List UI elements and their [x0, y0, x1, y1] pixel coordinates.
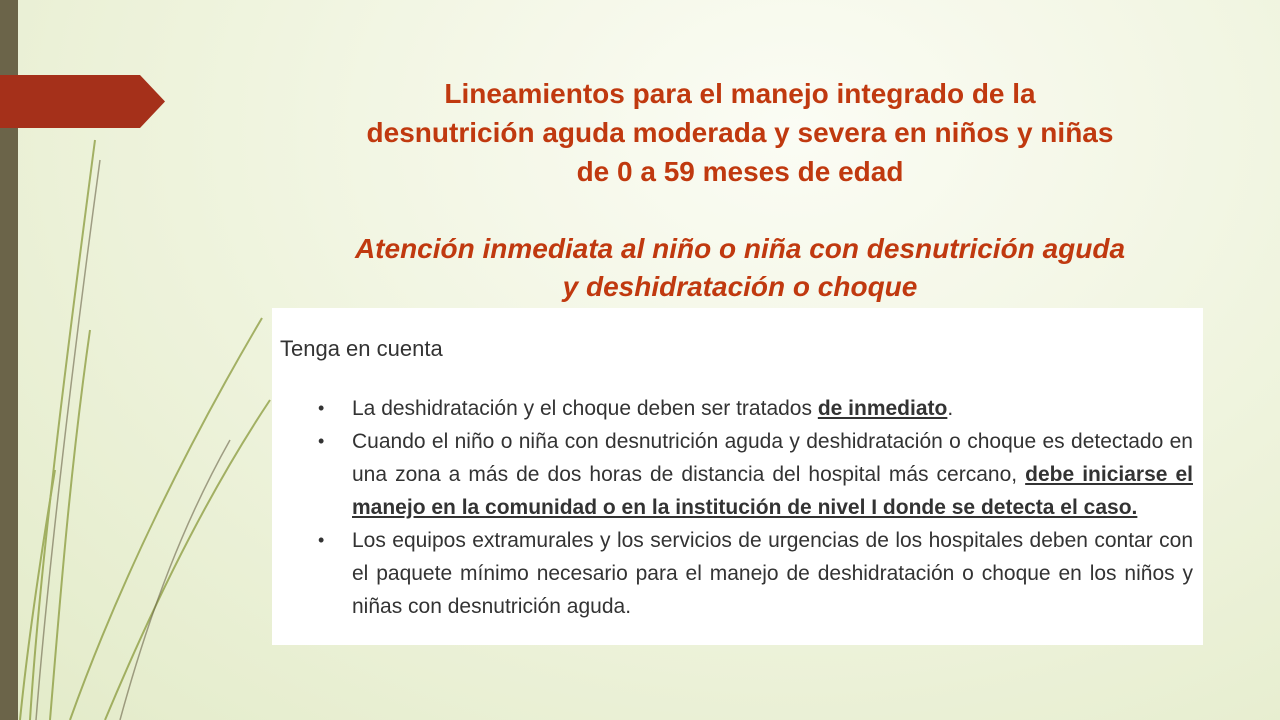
note-image-box — [272, 308, 1203, 645]
subtitle-line: Atención inmediata al niño o niña con desnutrición aguda — [354, 233, 1126, 264]
item-text: Los equipos extramurales y los servicios de urgencias de los hospitales deben contar con el paquete mínimo necesario para el manejo de deshidratación o choque en los niños y niñas con desnutrición aguda. — [352, 529, 1193, 618]
list-item — [280, 392, 1193, 425]
subtitle-line: y deshidratación o choque — [562, 271, 918, 302]
bullet-icon: • — [318, 530, 325, 550]
list-item — [280, 425, 1193, 524]
title-line: de 0 a 59 meses de edad — [576, 156, 904, 187]
item-text: La deshidratación y el choque deben ser tratados — [352, 397, 818, 420]
title-line: Lineamientos para el manejo integrado de la — [444, 78, 1036, 109]
slide-subtitle — [240, 230, 1240, 306]
title-line: desnutrición aguda moderada y severa en niños y niñas — [366, 117, 1114, 148]
item-emphasis: de inmediato — [817, 397, 948, 420]
bullet-icon: • — [318, 431, 325, 451]
list-item — [280, 524, 1193, 623]
slide-title — [240, 74, 1240, 191]
item-text-end: . — [947, 397, 954, 420]
bullet-icon: • — [318, 398, 325, 418]
title-tab-arrow — [0, 75, 165, 128]
item-text: Cuando el niño o niña con desnutrición aguda y deshidratación o choque es detectado en una zona a más de dos horas de distancia del hospital más cercano, — [352, 430, 1193, 486]
note-bullet-list — [280, 392, 1193, 623]
note-heading: Tenga en cuenta — [280, 336, 443, 361]
item-emphasis: debe iniciarse el manejo en la comunidad o en la institución de nivel I donde se detecta el caso. — [352, 463, 1193, 519]
